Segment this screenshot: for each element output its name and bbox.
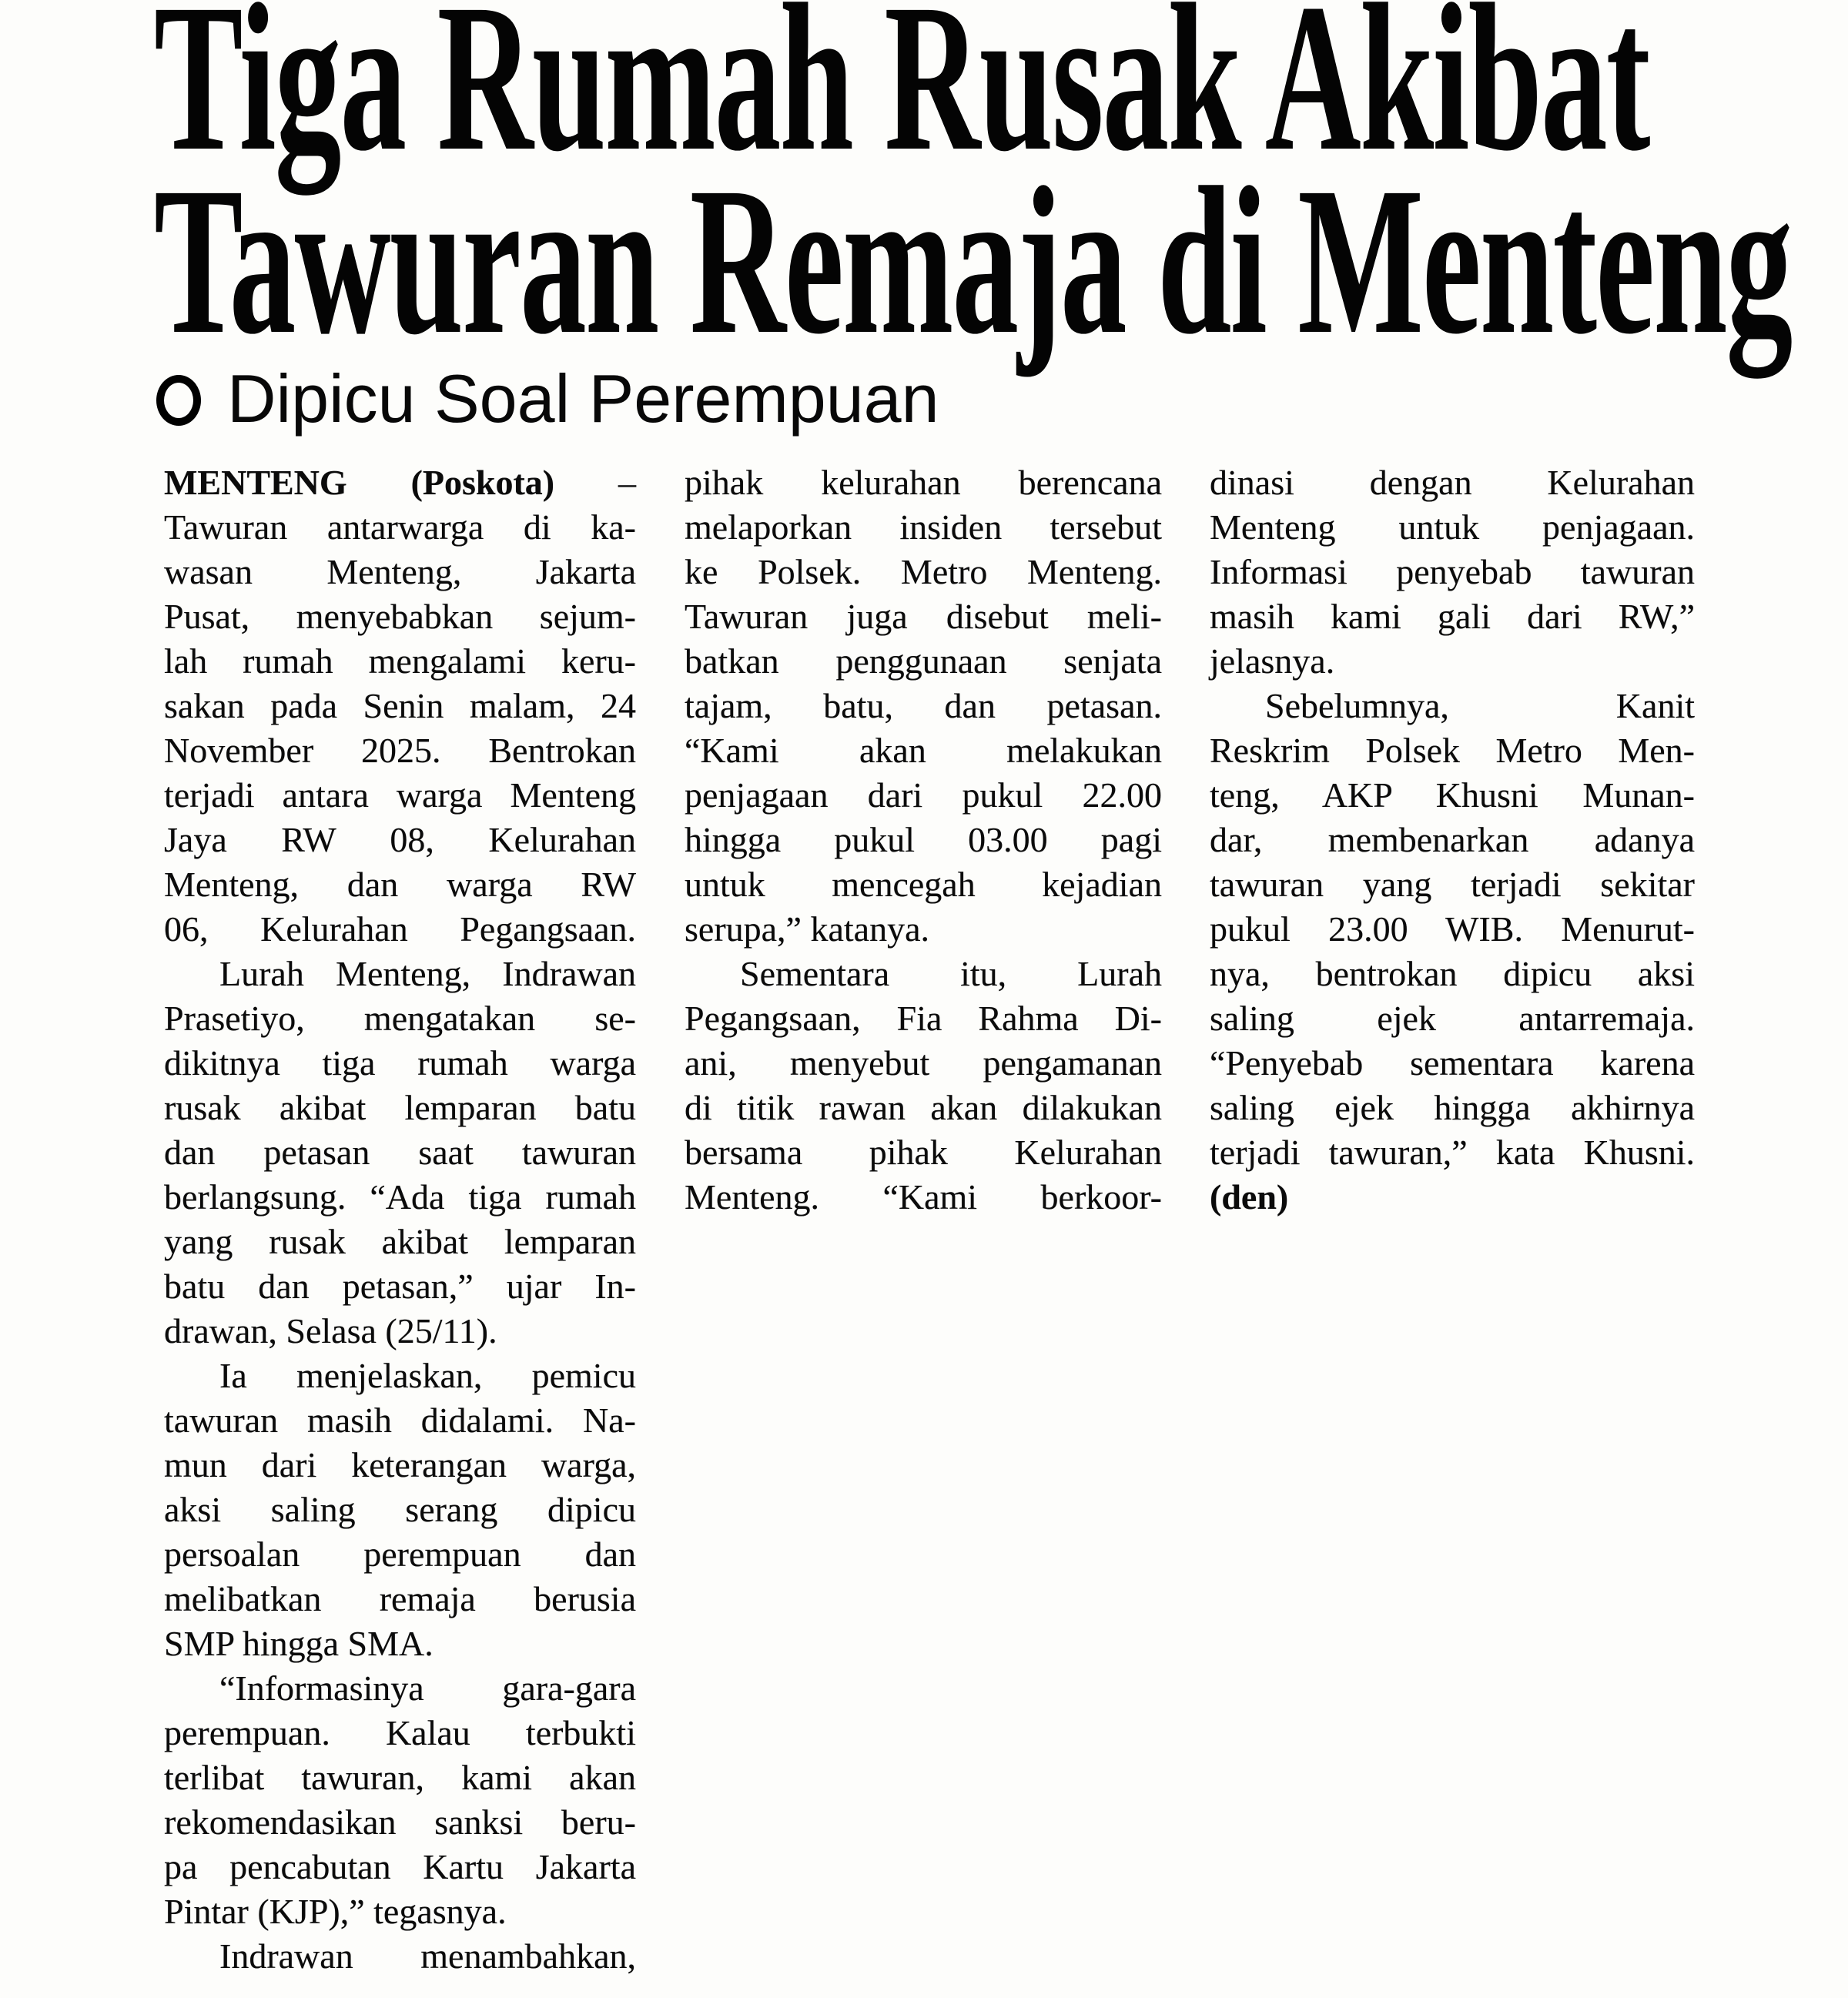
article-column-2	[685, 460, 1162, 1979]
article-line: batkan penggunaan senjata	[685, 641, 1162, 681]
article-line: terlibat tawuran, kami akan	[164, 1758, 636, 1797]
headline-line-1: Tiga Rumah Rusak Akibat	[154, 0, 1649, 195]
article-line: mun dari keterangan warga,	[164, 1445, 636, 1484]
article-line: ke Polsek. Metro Menteng.	[685, 552, 1162, 591]
article-line: Pusat, menyebabkan sejum-	[164, 597, 636, 636]
article-line: Tawuran antarwarga di ka-	[164, 507, 636, 547]
article-line: hingga pukul 03.00 pagi	[685, 820, 1162, 859]
article-column-3	[1210, 460, 1695, 1979]
article-line: dinasi dengan Kelurahan	[1210, 463, 1695, 502]
article-line: lah rumah mengalami keru-	[164, 641, 636, 681]
article-line: sakan pada Senin malam, 24	[164, 686, 636, 725]
subhead-text: Dipicu Soal Perempuan	[227, 360, 939, 437]
article-line: Reskrim Polsek Metro Men-	[1210, 731, 1695, 770]
article-line: berlangsung. “Ada tiga rumah	[164, 1177, 636, 1217]
article-line: wasan Menteng, Jakarta	[164, 552, 636, 591]
article-line: “Informasinya gara-gara	[219, 1668, 636, 1708]
article-line: batu dan petasan,” ujar In-	[164, 1267, 636, 1306]
article-line: Sebelumnya, Kanit	[1265, 686, 1695, 725]
article-line: bersama pihak Kelurahan	[685, 1133, 1162, 1172]
article-line: “Kami akan melakukan	[685, 731, 1162, 770]
hollow-circle-bullet-icon	[156, 375, 201, 426]
article-line: teng, AKP Khusni Munan-	[1210, 775, 1695, 815]
article-line: rusak akibat lemparan batu	[164, 1088, 636, 1127]
article-line: pa pencabutan Kartu Jakarta	[164, 1847, 636, 1886]
article-line: dan petasan saat tawuran	[164, 1133, 636, 1172]
article-body	[164, 460, 1695, 1979]
subhead	[156, 360, 939, 437]
article-line: di titik rawan akan dilakukan	[685, 1088, 1162, 1127]
article-line: Ia menjelaskan, pemicu	[219, 1356, 636, 1395]
article-line: ani, menyebut pengamanan	[685, 1043, 1162, 1083]
article-line: Indrawan menambahkan,	[219, 1936, 636, 1976]
article-line: Menteng, dan warga RW	[164, 865, 636, 904]
article-line: Lurah Menteng, Indrawan	[219, 954, 636, 993]
article-line: tajam, batu, dan petasan.	[685, 686, 1162, 725]
article-line: pihak kelurahan berencana	[685, 463, 1162, 502]
article-line: tawuran yang terjadi sekitar	[1210, 865, 1695, 904]
article-line: Pintar (KJP),” tegasnya.	[164, 1892, 507, 1931]
article-line: melaporkan insiden tersebut	[685, 507, 1162, 547]
article-line: melibatkan remaja berusia	[164, 1579, 636, 1618]
article-line: November 2025. Bentrokan	[164, 731, 636, 770]
article-line: SMP hingga SMA.	[164, 1624, 434, 1663]
article-line: Jaya RW 08, Kelurahan	[164, 820, 636, 859]
article-line: serupa,” katanya.	[685, 909, 930, 949]
article-line: rekomendasikan sanksi beru-	[164, 1802, 636, 1842]
article-line: 06, Kelurahan Pegangsaan.	[164, 909, 636, 949]
article-line: pukul 23.00 WIB. Menurut-	[1210, 909, 1695, 949]
article-line: perempuan. Kalau terbukti	[164, 1713, 636, 1752]
article-column-1	[164, 460, 636, 1979]
article-line: (den)	[1210, 1177, 1289, 1217]
article-line: persoalan perempuan dan	[164, 1534, 636, 1574]
article-line: nya, bentrokan dipicu aksi	[1210, 954, 1695, 993]
article-line: Menteng untuk penjagaan.	[1210, 507, 1695, 547]
headline-line-2: Tawuran Remaja di Menteng	[154, 144, 1792, 378]
article-line: drawan, Selasa (25/11).	[164, 1311, 497, 1350]
article-line: yang rusak akibat lemparan	[164, 1222, 636, 1261]
article-line: Prasetiyo, mengatakan se-	[164, 999, 636, 1038]
headline	[154, 0, 1848, 378]
article-line: MENTENG (Poskota) –	[164, 463, 636, 502]
article-line: terjadi antara warga Menteng	[164, 775, 636, 815]
article-line: aksi saling serang dipicu	[164, 1490, 636, 1529]
article-line: saling ejek antarremaja.	[1210, 999, 1695, 1038]
article-line: “Penyebab sementara karena	[1210, 1043, 1695, 1083]
article-line: saling ejek hingga akhirnya	[1210, 1088, 1695, 1127]
article-line: Menteng. “Kami berkoor-	[685, 1177, 1162, 1217]
article-line: masih kami gali dari RW,”	[1210, 597, 1695, 636]
article-line: penjagaan dari pukul 22.00	[685, 775, 1162, 815]
article-line: Informasi penyebab tawuran	[1210, 552, 1695, 591]
article-line: Sementara itu, Lurah	[740, 954, 1162, 993]
article-line: Pegangsaan, Fia Rahma Di-	[685, 999, 1162, 1038]
article-line: tawuran masih didalami. Na-	[164, 1401, 636, 1440]
article-line: dikitnya tiga rumah warga	[164, 1043, 636, 1083]
article-line: terjadi tawuran,” kata Khusni.	[1210, 1133, 1695, 1172]
article-line: dar, membenarkan adanya	[1210, 820, 1695, 859]
article-line: Tawuran juga disebut meli-	[685, 597, 1162, 636]
article-line: jelasnya.	[1210, 641, 1335, 681]
article-line: untuk mencegah kejadian	[685, 865, 1162, 904]
